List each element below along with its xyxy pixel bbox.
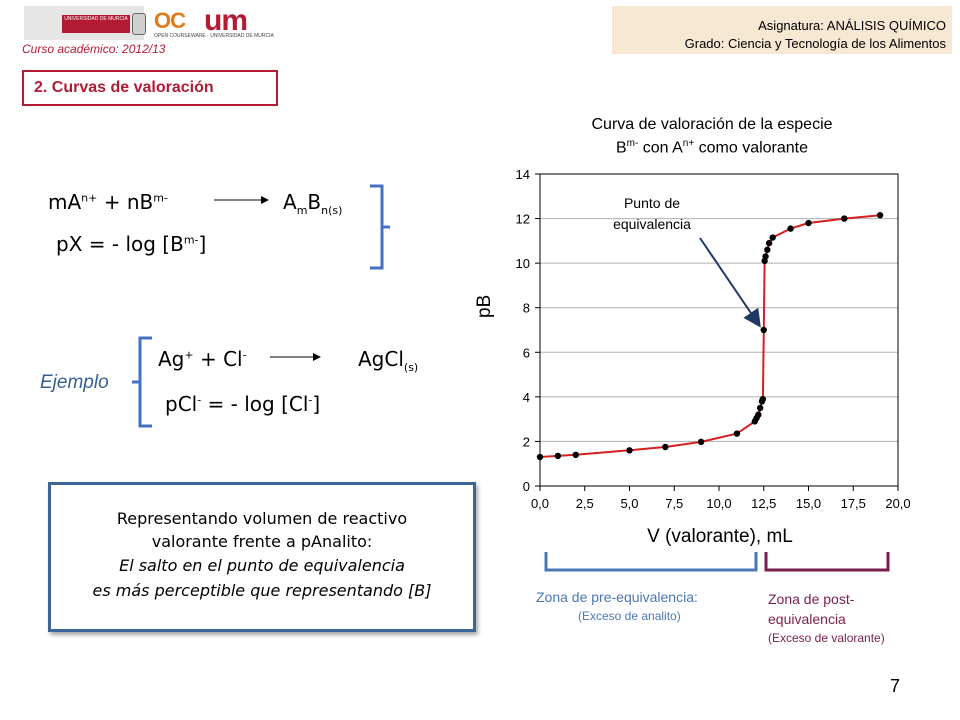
data-point — [555, 453, 561, 459]
data-point — [537, 454, 543, 460]
reaction-example-reactants: Ag+ + Cl- — [158, 347, 247, 371]
y-tick-label: 10 — [515, 256, 530, 272]
x-tick-label: 10,0 — [706, 496, 732, 511]
data-point — [805, 220, 811, 226]
course-year: Curso académico: 2012/13 — [22, 42, 166, 56]
chart-title-line-2: $B^{m-}$ con $A^{n+}$ como valorante — [615, 138, 809, 157]
data-point — [698, 439, 704, 445]
data-point — [761, 327, 767, 333]
x-tick-label: 17,5 — [840, 496, 866, 511]
data-point — [841, 215, 847, 221]
note-line-1: Representando volumen de reactivo — [116, 509, 408, 528]
y-tick-label: 4 — [522, 389, 530, 405]
data-point — [757, 405, 763, 411]
data-point — [764, 247, 770, 253]
zone-post-sub: (Exceso de valorante) — [768, 631, 885, 645]
data-point — [626, 447, 632, 453]
data-point — [766, 240, 772, 246]
zone-pre-label: Zona de pre-equivalencia: — [536, 589, 698, 605]
page-number: 7 — [890, 676, 901, 696]
x-tick-label: 15,0 — [795, 496, 822, 511]
data-point — [573, 452, 579, 458]
degree-line: Grado: Ciencia y Tecnología de los Alimentos — [684, 36, 946, 51]
data-point — [662, 444, 668, 450]
data-point — [770, 234, 776, 240]
zone-pre-sub: (Exceso de analito) — [578, 609, 681, 623]
x-tick-label: 0,0 — [530, 496, 550, 511]
note-line-3: El salto en el punto de equivalencia — [119, 556, 405, 575]
ocw-icon: OC — [154, 8, 185, 33]
subject-line: Asignatura: ANÁLISIS QUÍMICO — [758, 18, 946, 33]
annotation-line-2: equivalencia — [613, 216, 691, 232]
data-point — [877, 212, 883, 218]
y-tick-label: 8 — [522, 300, 530, 316]
y-tick-label: 0 — [522, 479, 530, 494]
x-tick-label: 2,5 — [575, 496, 594, 511]
px-definition: pX = - $\log [B^{m-}]$ — [56, 232, 207, 256]
x-axis-label: V (valorante), mL — [647, 526, 793, 547]
x-tick-label: 5,0 — [620, 496, 639, 511]
x-tick-label: 12,5 — [751, 496, 777, 511]
data-point — [760, 396, 766, 402]
y-tick-label: 12 — [515, 211, 530, 227]
reaction-example-product: AgCl$_{(s)}$ — [358, 347, 419, 374]
zone-post-line-1: Zona de post- — [768, 591, 855, 607]
reaction-general-reactants: $mA^{n+} + nB^{m-}$ — [48, 190, 168, 214]
logo-ocw-text: OPEN COURSEWARE · UNIVERSIDAD DE MURCIA — [154, 33, 274, 39]
um-icon: um — [204, 4, 247, 37]
chart-title-line-1: Curva de valoración de la especie — [591, 116, 833, 133]
y-tick-label: 2 — [522, 434, 530, 450]
example-label: Ejemplo — [40, 372, 109, 393]
annotation-line-1: Punto de — [623, 195, 681, 211]
x-tick-label: 20,0 — [885, 496, 911, 511]
data-point — [734, 430, 740, 436]
annotation-arrow — [700, 238, 760, 326]
y-tick-label: 6 — [522, 345, 530, 361]
note-line-2: valorante frente a pAnalito: — [151, 532, 373, 551]
y-axis-label: pB — [474, 294, 495, 318]
y-tick-label: 14 — [515, 167, 530, 182]
logo-umu-text: UNIVERSIDAD DE MURCIA — [62, 15, 130, 33]
data-point — [755, 411, 761, 417]
zone-post-line-2: equivalencia — [768, 611, 846, 627]
data-point — [762, 253, 768, 259]
pcl-definition: pCl- = - log [Cl-] — [165, 392, 321, 416]
zone-post-label — [768, 589, 854, 629]
data-point — [787, 225, 793, 231]
reaction-general-product: $A_mB_{n(s)}$ — [283, 190, 343, 217]
section-title: 2. Curvas de valoración — [22, 70, 278, 106]
x-tick-label: 7,5 — [665, 496, 684, 511]
equivalence-point-annotation — [582, 193, 722, 235]
note-line-4: es más perceptible que representando [B] — [92, 581, 432, 600]
